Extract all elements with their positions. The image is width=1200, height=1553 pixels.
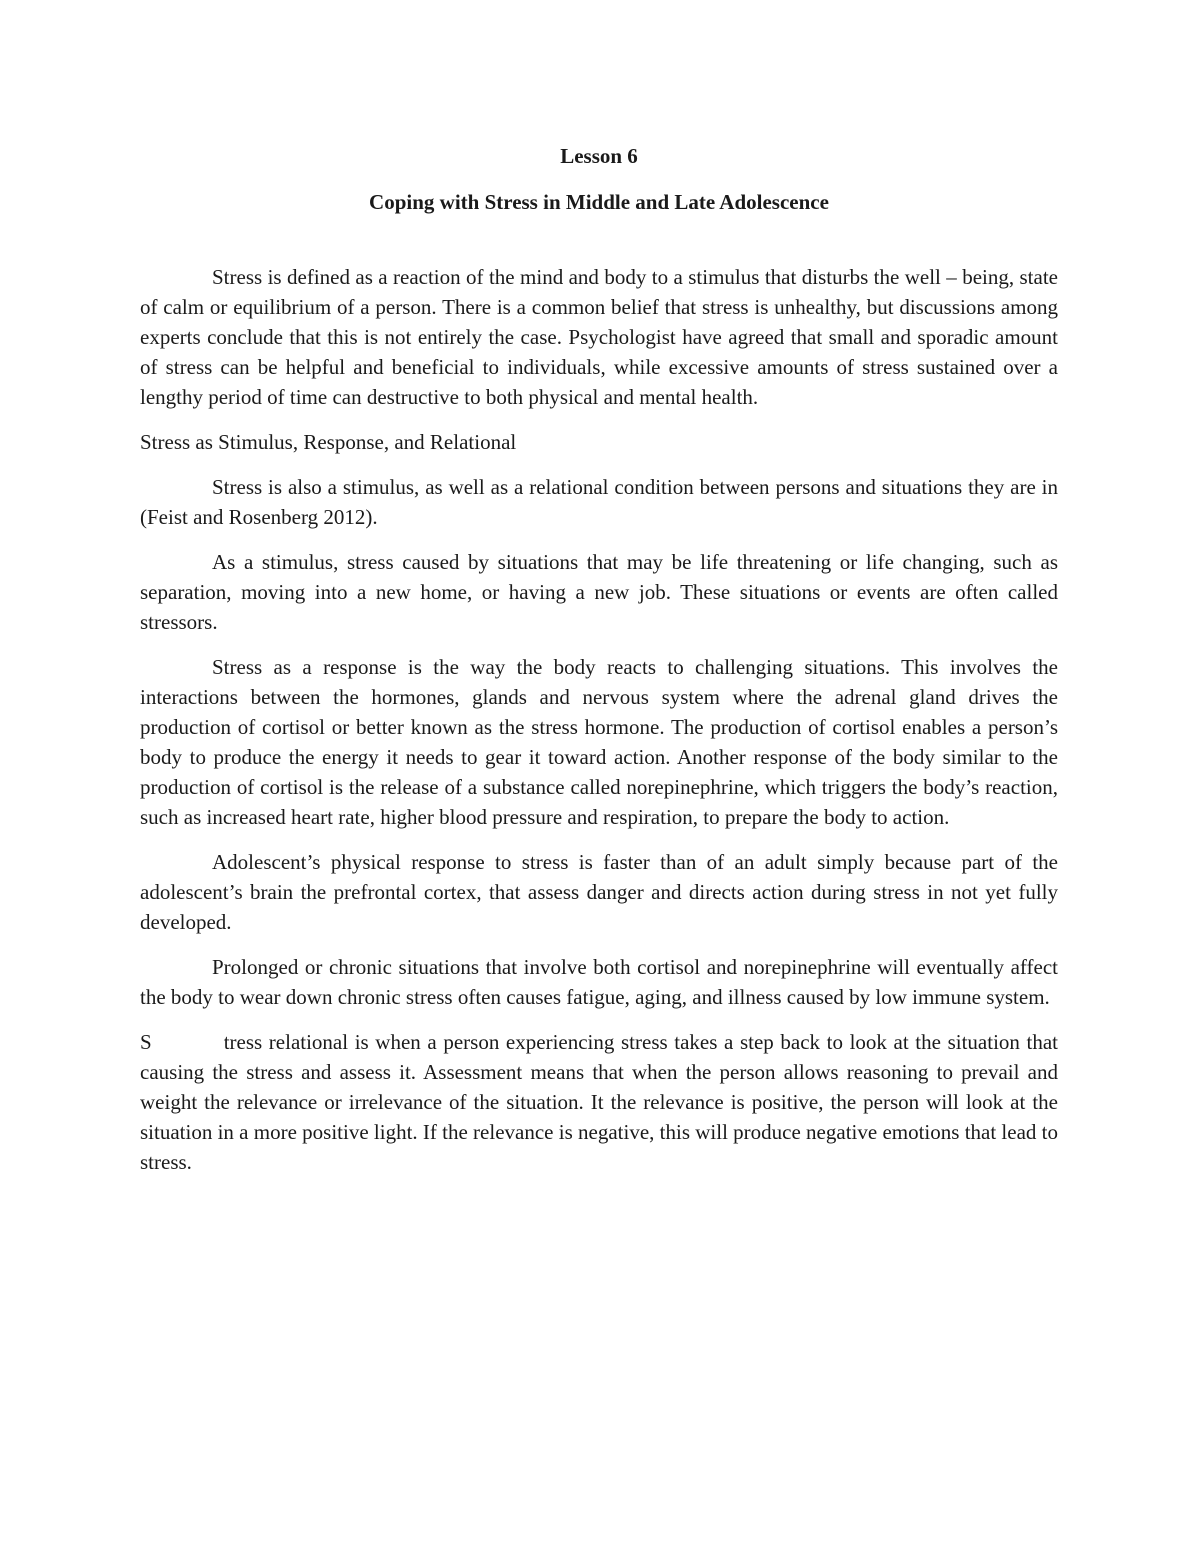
section-heading: Stress as Stimulus, Response, and Relational: [140, 430, 517, 454]
paragraph-initial: S: [140, 1030, 152, 1054]
document-page: [140, 140, 1058, 1192]
paragraph-adolescent-response: Adolescent’s physical response to stress is faster than of an adult simply because part of the adolescent’s brain the prefrontal cortex, that assess danger and directs action during stress in not yet fully developed.: [140, 850, 1058, 934]
paragraph-stimulus-relational: Stress is also a stimulus, as well as a relational condition between persons and situations they are in (Feist and Rosenberg 2012).: [140, 475, 1058, 529]
paragraph-relational: [140, 1027, 1058, 1177]
document-title: Coping with Stress in Middle and Late Adolescence: [369, 190, 829, 214]
paragraph-as-stimulus: As a stimulus, stress caused by situations that may be life threatening or life changing, such as separation, moving into a new home, or having a new job. These situations or events are often called stressors.: [140, 550, 1058, 634]
paragraph-relational-text: tress relational is when a person experiencing stress takes a step back to look at the situation that causing the stress and assess it. Assessment means that when the person allows reasoning to prevail and weight the relevance or irrelevance of the situation. It the relevance is positive, the person will look at the situation in a more positive light. If the relevance is negative, this will produce negative emotions that lead to stress.: [140, 1030, 1058, 1174]
lesson-label: Lesson 6: [560, 144, 638, 168]
paragraph-chronic-stress: Prolonged or chronic situations that involve both cortisol and norepinephrine will eventually affect the body to wear down chronic stress often causes fatigue, aging, and illness caused by low immune system.: [140, 955, 1058, 1009]
paragraph-as-response: Stress as a response is the way the body reacts to challenging situations. This involves the interactions between the hormones, glands and nervous system where the adrenal gland drives the production of cortisol or better known as the stress hormone. The production of cortisol enables a person’s body to produce the energy it needs to gear it toward action. Another response of the body similar to the production of cortisol is the release of a substance called norepinephrine, which triggers the body’s reaction, such as increased heart rate, higher blood pressure and respiration, to prepare the body to action.: [140, 655, 1058, 829]
paragraph-intro: Stress is defined as a reaction of the mind and body to a stimulus that disturbs the well – being, state of calm or equilibrium of a person. There is a common belief that stress is unhealthy, but discussions among experts conclude that this is not entirely the case. Psychologist have agreed that small and sporadic amount of stress can be helpful and beneficial to individuals, while excessive amounts of stress sustained over a lengthy period of time can destructive to both physical and mental health.: [140, 265, 1058, 409]
